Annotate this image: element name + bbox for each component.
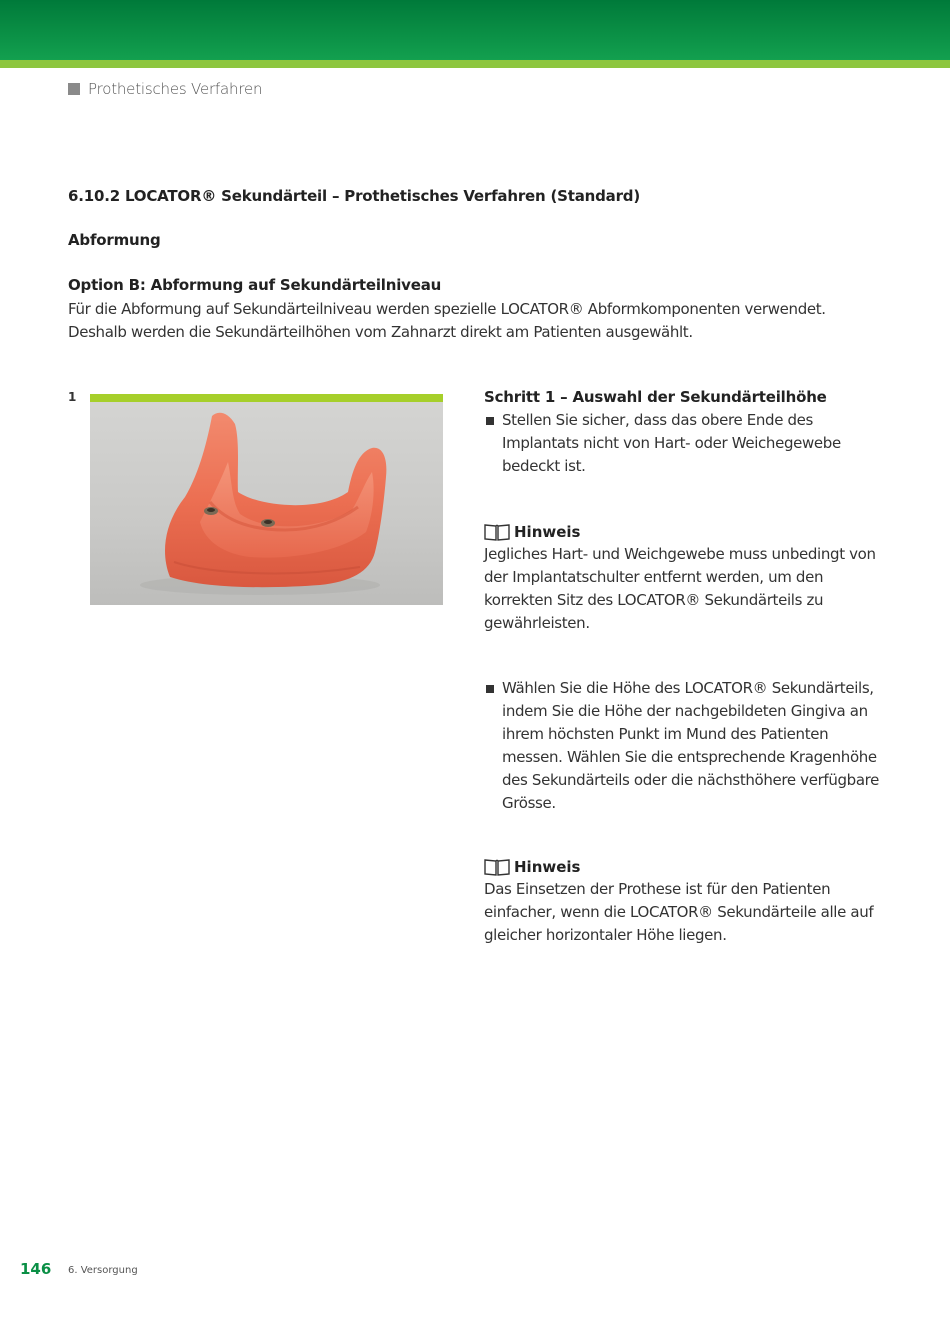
bullet-text-1: Stellen Sie sicher, dass das obere Ende des Implantats nicht von Hart- oder Weichegewebe bedeckt ist. bbox=[502, 411, 841, 475]
page-number: 146 bbox=[20, 1260, 52, 1278]
subheading: Abformung bbox=[68, 231, 161, 249]
note-text-1: Jegliches Hart- und Weichgewebe muss unbedingt von der Implantatschulter entfernt werden, um den korrekten Sitz des LOCATOR® Sekundärteils zu gewährleisten. bbox=[484, 545, 876, 632]
bullet-item-2 bbox=[484, 677, 884, 815]
note-title-1: Hinweis bbox=[514, 523, 581, 541]
intro-paragraph: Für die Abformung auf Sekundärteilniveau werden spezielle LOCATOR® Abformkomponenten verwendet. Deshalb werden die Sekundärteilhöhen vom Zahnarzt direkt am Patienten ausgewählt. bbox=[68, 300, 826, 341]
header-stripe bbox=[0, 60, 950, 68]
bullet-square-icon bbox=[486, 685, 494, 693]
bullet-item-1 bbox=[484, 409, 884, 478]
note-text-2: Das Einsetzen der Prothese ist für den Patienten einfacher, wenn die LOCATOR® Sekundärteile alle auf gleicher horizontaler Höhe liegen. bbox=[484, 880, 874, 944]
bullet-square-icon bbox=[486, 417, 494, 425]
note-heading-1 bbox=[484, 521, 580, 543]
book-icon bbox=[484, 858, 510, 876]
jaw-model-illustration bbox=[90, 402, 443, 605]
note-title-2: Hinweis bbox=[514, 858, 581, 876]
chapter-label: 6. Versorgung bbox=[68, 1265, 138, 1276]
section-marker bbox=[68, 79, 262, 99]
figure-number: 1 bbox=[68, 390, 77, 404]
note-heading-2 bbox=[484, 856, 580, 878]
figure-bar bbox=[90, 394, 443, 402]
bullet-text-2: Wählen Sie die Höhe des LOCATOR® Sekundärteils, indem Sie die Höhe der nachgebildeten Gingiva an ihrem höchsten Punkt im Mund des Patienten messen. Wählen Sie die entsprechende Kragenhöhe des Sekundärteils oder die nächsthöhere verfügbare Grösse. bbox=[502, 679, 880, 812]
option-heading: Option B: Abformung auf Sekundärteilniveau bbox=[68, 276, 442, 294]
jaw-model-photo bbox=[90, 402, 443, 605]
section-heading: 6.10.2 LOCATOR® Sekundärteil – Prothetisches Verfahren (Standard) bbox=[68, 187, 640, 205]
book-icon bbox=[484, 523, 510, 541]
step-title: Schritt 1 – Auswahl der Sekundärteilhöhe bbox=[484, 388, 827, 406]
section-label: Prothetisches Verfahren bbox=[88, 80, 263, 98]
square-icon bbox=[68, 83, 80, 95]
header-band bbox=[0, 0, 950, 60]
